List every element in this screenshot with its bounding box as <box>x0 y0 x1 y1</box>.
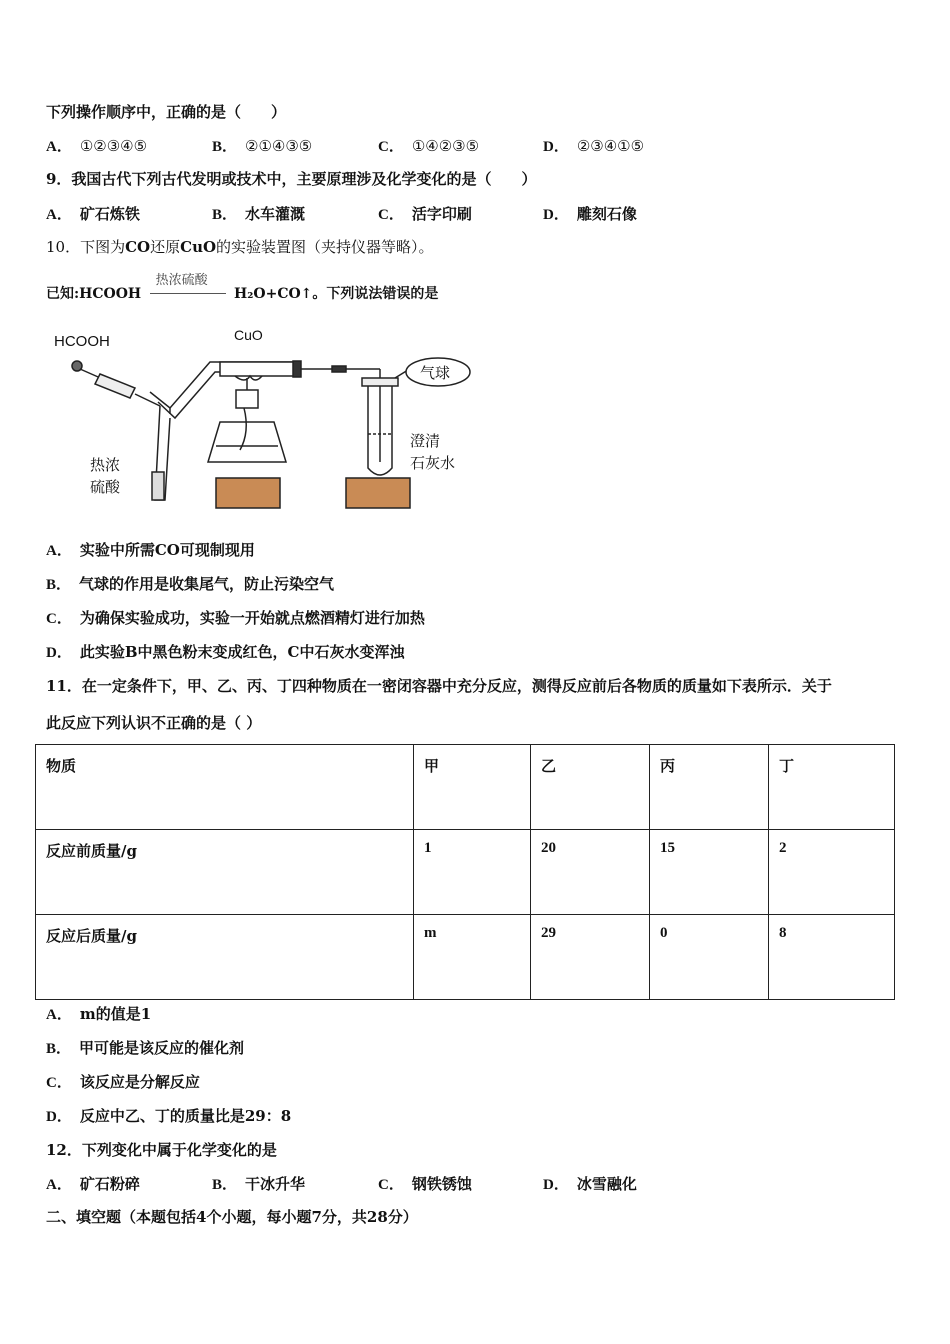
q9-stem: 9．我国古代下列古代发明或技术中，主要原理涉及化学变化的是（ ） <box>46 170 537 188</box>
q8-option-c[interactable] <box>378 135 479 156</box>
reaction-arrow <box>150 273 226 301</box>
table-cell: 反应前质量/g <box>36 830 414 915</box>
q10-stem <box>46 237 434 257</box>
option-letter: B． <box>212 1177 238 1193</box>
table-cell: 0 <box>650 915 769 1000</box>
balloon <box>406 358 470 386</box>
q8-option-d[interactable] <box>543 135 644 156</box>
option-text: 干冰升华 <box>245 1175 306 1193</box>
mass-table <box>35 744 895 1000</box>
option-letter: A． <box>46 207 72 223</box>
table-header-cell: 乙 <box>531 745 650 830</box>
option-text: 为确保实验成功，实验一开始就点燃酒精灯进行加热 <box>79 609 425 627</box>
option-text: 气球的作用是收集尾气，防止污染空气 <box>79 575 335 593</box>
combustion-tube <box>220 361 380 380</box>
option-letter: B． <box>212 207 238 223</box>
q10-known-equation <box>46 273 439 304</box>
q10-stem-cuo: CuO <box>180 238 217 256</box>
q11-stem-line-1: 11．在一定条件下，甲、乙、丙、丁四种物质在一密闭容器中充分反应，测得反应前后各物质的质量如下表所示．关于 <box>46 677 832 695</box>
label-acid-2: 硫酸 <box>90 479 121 496</box>
label-lime-2: 石灰水 <box>410 455 456 472</box>
table-cell: 2 <box>769 830 895 915</box>
q10-option-b[interactable] <box>46 573 334 594</box>
q11-option-d[interactable] <box>46 1105 291 1126</box>
q8-stem: 下列操作顺序中，正确的是（ ） <box>46 103 287 121</box>
q12-option-a[interactable] <box>46 1173 140 1194</box>
option-letter: A． <box>46 543 72 559</box>
option-letter: D． <box>543 139 569 155</box>
option-text: 该反应是分解反应 <box>79 1073 200 1091</box>
known-post: H₂O+CO↑。下列说法错误的是 <box>234 286 439 302</box>
q10-stem-mid: 还原 <box>150 238 181 256</box>
option-text: 此实验B中黑色粉末变成红色，C中石灰水变浑浊 <box>79 643 405 661</box>
alcohol-lamp <box>208 378 286 508</box>
q9-option-c[interactable] <box>378 203 472 224</box>
table-header-cell: 甲 <box>414 745 531 830</box>
q10-option-c[interactable] <box>46 607 425 628</box>
option-letter: C． <box>378 1177 404 1193</box>
q12-stem: 12．下列变化中属于化学变化的是 <box>46 1141 277 1159</box>
table-cell: 反应后质量/g <box>36 915 414 1000</box>
option-text: 矿石粉碎 <box>79 1175 140 1193</box>
option-letter: B． <box>212 139 238 155</box>
option-letter: A． <box>46 1177 72 1193</box>
label-lime-1: 澄清 <box>410 433 441 450</box>
option-text: 冰雪融化 <box>576 1175 637 1193</box>
arrow-line <box>150 293 226 294</box>
table-cell: 20 <box>531 830 650 915</box>
table-cell: m <box>414 915 531 1000</box>
q10-stem-pre: 10．下图为 <box>46 238 126 256</box>
label-acid-1: 热浓 <box>90 457 121 474</box>
q10-option-a[interactable] <box>46 539 255 560</box>
label-hcooh: HCOOH <box>54 333 110 350</box>
option-text: 矿石炼铁 <box>79 205 140 223</box>
option-text: ②①④③⑤ <box>245 137 313 155</box>
option-letter: C． <box>378 139 404 155</box>
q8-option-b[interactable] <box>212 135 312 156</box>
table-header-cell: 丙 <box>650 745 769 830</box>
co-reduction-apparatus-diagram <box>50 322 490 512</box>
dropping-funnel <box>72 361 160 406</box>
q12-option-b[interactable] <box>212 1173 305 1194</box>
table-cell: 1 <box>414 830 531 915</box>
option-text: 水车灌溉 <box>245 205 306 223</box>
option-letter: C． <box>378 207 404 223</box>
option-text: 实验中所需CO可现制现用 <box>79 541 255 559</box>
q11-option-a[interactable] <box>46 1003 151 1024</box>
q10-option-d[interactable] <box>46 641 404 662</box>
table-cell: 15 <box>650 830 769 915</box>
q10-stem-post: 的实验装置图（夹持仪器等略）。 <box>216 238 434 256</box>
option-text: ②③④①⑤ <box>576 137 645 155</box>
label-balloon: 气球 <box>420 365 451 382</box>
option-text: 活字印刷 <box>411 205 472 223</box>
label-cuo: CuO <box>234 327 263 343</box>
q11-option-c[interactable] <box>46 1071 200 1092</box>
option-letter: B． <box>46 1041 72 1057</box>
known-pre: 已知:HCOOH <box>46 286 142 302</box>
section-2-title: 二、填空题（本题包括4个小题，每小题7分，共28分） <box>46 1208 418 1226</box>
table-cell: 8 <box>769 915 895 1000</box>
q10-stem-co: CO <box>125 238 151 256</box>
q9-option-d[interactable] <box>543 203 637 224</box>
q12-option-c[interactable] <box>378 1173 472 1194</box>
q11-option-b[interactable] <box>46 1037 244 1058</box>
option-text: ①④②③⑤ <box>411 137 480 155</box>
option-letter: D． <box>46 645 72 661</box>
reaction-condition: 热浓硫酸 <box>155 273 208 288</box>
option-text: m的值是1 <box>79 1005 152 1023</box>
option-text: 雕刻石像 <box>576 205 637 223</box>
option-letter: D． <box>543 207 569 223</box>
q9-option-a[interactable] <box>46 203 140 224</box>
table-cell: 29 <box>531 915 650 1000</box>
option-letter: D． <box>543 1177 569 1193</box>
option-letter: A． <box>46 139 72 155</box>
q9-option-b[interactable] <box>212 203 305 224</box>
option-letter: C． <box>46 611 72 627</box>
q11-stem-line-2: 此反应下列认识不正确的是（ ） <box>46 714 262 732</box>
option-text: 甲可能是该反应的催化剂 <box>79 1039 245 1057</box>
table-row <box>36 830 895 915</box>
option-text: 钢铁锈蚀 <box>411 1175 472 1193</box>
table-row <box>36 915 895 1000</box>
table-header-row <box>36 745 895 830</box>
option-letter: B． <box>46 577 72 593</box>
option-text: ①②③④⑤ <box>79 137 148 155</box>
option-text: 反应中乙、丁的质量比是29：8 <box>79 1107 292 1125</box>
option-letter: C． <box>46 1075 72 1091</box>
table-header-cell: 物质 <box>36 745 414 830</box>
table-header-cell: 丁 <box>769 745 895 830</box>
option-letter: A． <box>46 1007 72 1023</box>
q8-option-a[interactable] <box>46 135 147 156</box>
q12-option-d[interactable] <box>543 1173 637 1194</box>
option-letter: D． <box>46 1109 72 1125</box>
